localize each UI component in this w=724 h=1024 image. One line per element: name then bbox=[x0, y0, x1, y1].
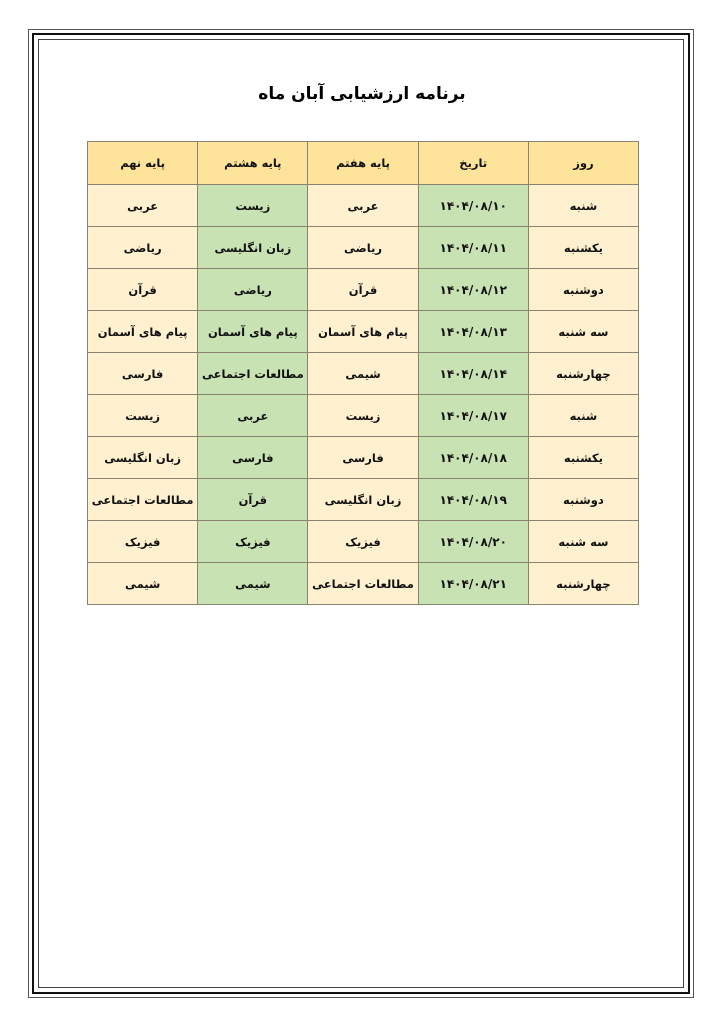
cell-grade8: ریاضی bbox=[198, 269, 308, 311]
table-row bbox=[88, 437, 639, 479]
header-day: روز bbox=[528, 142, 638, 185]
cell-grade7: زبان انگلیسی bbox=[308, 479, 418, 521]
cell-day: شنبه bbox=[528, 185, 638, 227]
cell-grade9: مطالعات اجتماعی bbox=[88, 479, 198, 521]
cell-date: ۱۴۰۴/۰۸/۱۱ bbox=[418, 227, 528, 269]
cell-grade9: فیزیک bbox=[88, 521, 198, 563]
cell-grade7: شیمی bbox=[308, 353, 418, 395]
page-title: برنامه ارزشیابی آبان ماه bbox=[258, 84, 466, 104]
cell-date: ۱۴۰۴/۰۸/۱۰ bbox=[418, 185, 528, 227]
cell-grade8: زیست bbox=[198, 185, 308, 227]
cell-day: یکشنبه bbox=[528, 227, 638, 269]
cell-day: یکشنبه bbox=[528, 437, 638, 479]
cell-day: دوشنبه bbox=[528, 479, 638, 521]
cell-grade7: پیام های آسمان bbox=[308, 311, 418, 353]
cell-date: ۱۴۰۴/۰۸/۱۳ bbox=[418, 311, 528, 353]
cell-grade9: زیست bbox=[88, 395, 198, 437]
cell-grade9: پیام های آسمان bbox=[88, 311, 198, 353]
cell-grade9: ریاضی bbox=[88, 227, 198, 269]
table-row bbox=[88, 479, 639, 521]
cell-grade9: قرآن bbox=[88, 269, 198, 311]
cell-grade8: عربی bbox=[198, 395, 308, 437]
cell-grade9: زبان انگلیسی bbox=[88, 437, 198, 479]
table-row bbox=[88, 269, 639, 311]
cell-grade8: زبان انگلیسی bbox=[198, 227, 308, 269]
table-header-row bbox=[88, 142, 639, 185]
cell-grade7: فیزیک bbox=[308, 521, 418, 563]
cell-grade7: فارسی bbox=[308, 437, 418, 479]
cell-grade9: عربی bbox=[88, 185, 198, 227]
cell-grade8: فیزیک bbox=[198, 521, 308, 563]
cell-day: شنبه bbox=[528, 395, 638, 437]
cell-day: دوشنبه bbox=[528, 269, 638, 311]
cell-day: سه شنبه bbox=[528, 521, 638, 563]
cell-date: ۱۴۰۴/۰۸/۱۲ bbox=[418, 269, 528, 311]
cell-date: ۱۴۰۴/۰۸/۲۱ bbox=[418, 563, 528, 605]
cell-grade7: عربی bbox=[308, 185, 418, 227]
table-row bbox=[88, 353, 639, 395]
cell-grade8: قرآن bbox=[198, 479, 308, 521]
table-row bbox=[88, 227, 639, 269]
cell-date: ۱۴۰۴/۰۸/۱۷ bbox=[418, 395, 528, 437]
cell-grade7: ریاضی bbox=[308, 227, 418, 269]
cell-day: چهارشنبه bbox=[528, 563, 638, 605]
table-row bbox=[88, 563, 639, 605]
header-date: تاریخ bbox=[418, 142, 528, 185]
table-row bbox=[88, 311, 639, 353]
table-row bbox=[88, 185, 639, 227]
cell-day: سه شنبه bbox=[528, 311, 638, 353]
cell-day: چهارشنبه bbox=[528, 353, 638, 395]
cell-grade8: شیمی bbox=[198, 563, 308, 605]
header-grade8: پایه هشتم bbox=[198, 142, 308, 185]
cell-grade9: شیمی bbox=[88, 563, 198, 605]
header-grade7: پایه هفتم bbox=[308, 142, 418, 185]
schedule-table bbox=[87, 141, 639, 605]
cell-date: ۱۴۰۴/۰۸/۱۹ bbox=[418, 479, 528, 521]
cell-grade8: مطالعات اجتماعی bbox=[198, 353, 308, 395]
cell-grade7: قرآن bbox=[308, 269, 418, 311]
cell-grade8: پیام های آسمان bbox=[198, 311, 308, 353]
cell-grade7: مطالعات اجتماعی bbox=[308, 563, 418, 605]
cell-date: ۱۴۰۴/۰۸/۱۸ bbox=[418, 437, 528, 479]
header-grade9: پایه نهم bbox=[88, 142, 198, 185]
cell-date: ۱۴۰۴/۰۸/۲۰ bbox=[418, 521, 528, 563]
table-row bbox=[88, 395, 639, 437]
cell-grade9: فارسی bbox=[88, 353, 198, 395]
cell-grade8: فارسی bbox=[198, 437, 308, 479]
cell-grade7: زیست bbox=[308, 395, 418, 437]
table-row bbox=[88, 521, 639, 563]
cell-date: ۱۴۰۴/۰۸/۱۴ bbox=[418, 353, 528, 395]
